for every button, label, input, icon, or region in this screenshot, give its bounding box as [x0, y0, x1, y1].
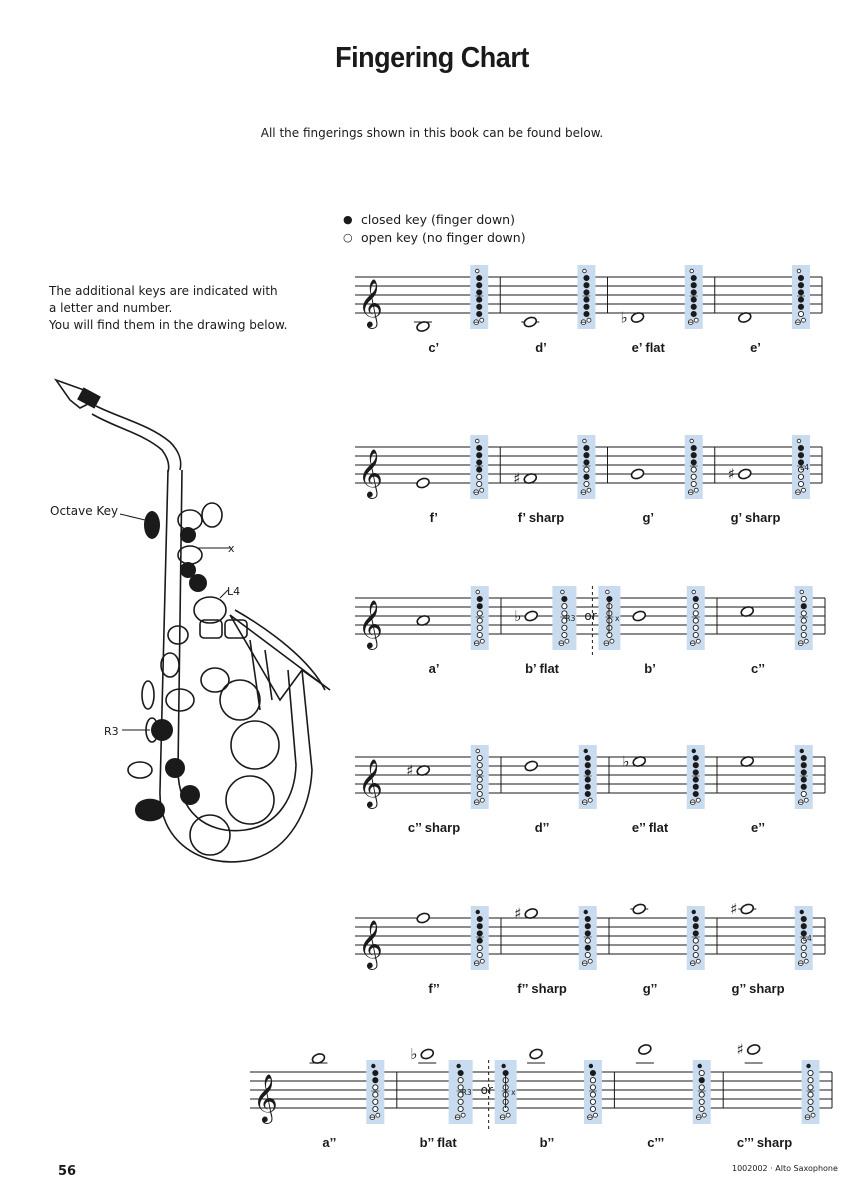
- note-name-label: c’’ sharp: [407, 820, 461, 835]
- closed-key-icon: [585, 784, 590, 789]
- open-key-icon: [808, 1070, 813, 1075]
- note-name-label: f’’: [428, 981, 440, 996]
- footer-text: 1002002 · Alto Saxophone: [732, 1164, 838, 1173]
- whole-note: [529, 1048, 544, 1060]
- closed-key-icon: [584, 453, 589, 458]
- closed-key-icon: [693, 916, 698, 921]
- octave-key-icon: [475, 269, 479, 273]
- whole-note: [630, 468, 645, 480]
- octave-key-label: Octave Key: [50, 504, 119, 518]
- staff-row: [250, 1041, 832, 1151]
- flat-sign: ♭: [620, 308, 628, 327]
- closed-key-icon: [477, 467, 482, 472]
- closed-key-icon: [691, 304, 696, 309]
- open-key-icon: [585, 952, 590, 957]
- open-key-icon: [590, 1106, 595, 1111]
- closed-key-icon: [693, 784, 698, 789]
- note-name-label: f’ sharp: [517, 510, 565, 525]
- octave-key-icon: [797, 439, 801, 443]
- open-key-icon: [693, 632, 698, 637]
- x-key-label: x: [228, 542, 235, 555]
- whole-note: [524, 760, 539, 772]
- closed-key-icon: [585, 770, 590, 775]
- open-key-icon: [590, 1078, 595, 1083]
- closed-key-icon: [801, 770, 806, 775]
- staff-row: [355, 265, 822, 355]
- whole-note: [746, 1043, 761, 1055]
- side-key-icon: [702, 1113, 706, 1117]
- whole-note: [416, 477, 431, 489]
- octave-key-icon: [692, 590, 696, 594]
- closed-key-icon: [477, 916, 482, 921]
- closed-key-icon: [691, 297, 696, 302]
- closed-key-icon: [477, 460, 482, 465]
- note-name-label: a’: [428, 661, 440, 676]
- open-key-icon: [562, 604, 567, 609]
- open-key-icon: [699, 1099, 704, 1104]
- open-key-icon: [477, 625, 482, 630]
- open-key-icon: [691, 474, 696, 479]
- closed-key-icon: [584, 311, 589, 316]
- whole-note: [740, 903, 755, 915]
- closed-key-icon: [798, 453, 803, 458]
- note-line-2: a letter and number.: [49, 301, 173, 315]
- open-key-icon: [699, 1092, 704, 1097]
- closed-key-icon: [693, 763, 698, 768]
- whole-note: [638, 1043, 653, 1055]
- closed-key-icon: [585, 931, 590, 936]
- treble-clef-icon: 𝄞: [358, 278, 383, 327]
- closed-key-icon: [801, 924, 806, 929]
- closed-key-icon: [562, 596, 567, 601]
- side-key-icon: [461, 1113, 465, 1117]
- closed-key-icon: [477, 304, 482, 309]
- closed-key-icon: [691, 290, 696, 295]
- open-key-icon: [477, 474, 482, 479]
- side-key-icon: [804, 798, 808, 802]
- open-key-icon: [458, 1099, 463, 1104]
- open-key-icon: [801, 791, 806, 796]
- closed-key-icon: [585, 777, 590, 782]
- open-key-icon: [699, 1106, 704, 1111]
- open-key-icon: [477, 755, 482, 760]
- closed-key-icon: [477, 938, 482, 943]
- side-key-icon: [480, 959, 484, 963]
- open-key-icon: [458, 1106, 463, 1111]
- open-key-icon: [562, 632, 567, 637]
- octave-key-icon: [476, 749, 480, 753]
- octave-key-icon: [502, 1064, 506, 1068]
- open-key-icon: [801, 611, 806, 616]
- open-key-icon: [477, 611, 482, 616]
- treble-clef-icon: 𝄞: [358, 448, 383, 497]
- r3-key-label: R3: [104, 725, 119, 738]
- open-key-icon: [808, 1106, 813, 1111]
- closed-key-icon: [693, 931, 698, 936]
- treble-clef-icon: 𝄞: [358, 599, 383, 648]
- closed-key-icon: [585, 791, 590, 796]
- closed-key-icon: [798, 445, 803, 450]
- open-key-icon: [693, 611, 698, 616]
- legend-closed-label: closed key (finger down): [361, 212, 515, 227]
- side-key-icon: [801, 488, 805, 492]
- open-key-icon: [691, 481, 696, 486]
- closed-key-icon: [584, 283, 589, 288]
- open-key-icon: [590, 1092, 595, 1097]
- open-key-icon: [801, 596, 806, 601]
- closed-key-icon: [585, 755, 590, 760]
- closed-key-symbol: ●: [343, 213, 353, 226]
- note-name-label: e’: [750, 340, 761, 355]
- closed-key-icon: [584, 297, 589, 302]
- sharp-sign: ♯: [406, 761, 414, 780]
- or-label: or: [584, 609, 597, 623]
- octave-key-icon: [690, 439, 694, 443]
- note-name-label: e’’ flat: [631, 820, 669, 835]
- closed-key-icon: [801, 784, 806, 789]
- octave-key-icon: [589, 1064, 593, 1068]
- side-key-icon: [694, 318, 698, 322]
- side-key-icon: [480, 488, 484, 492]
- note-name-label: b’: [644, 661, 656, 676]
- intro-text: All the fingerings shown in this book can be found below.: [260, 126, 604, 140]
- closed-key-icon: [373, 1070, 378, 1075]
- side-key-icon: [565, 639, 569, 643]
- closed-key-icon: [584, 290, 589, 295]
- side-key-icon: [696, 959, 700, 963]
- sharp-sign: ♯: [513, 469, 521, 488]
- closed-key-icon: [798, 290, 803, 295]
- note-name-label: b’’ flat: [419, 1135, 457, 1150]
- note-name-label: e’’: [751, 820, 766, 835]
- flat-sign: ♭: [410, 1045, 418, 1063]
- closed-key-icon: [584, 474, 589, 479]
- closed-key-icon: [477, 924, 482, 929]
- octave-key-icon: [800, 910, 804, 914]
- whole-note: [632, 610, 647, 622]
- closed-key-icon: [699, 1078, 704, 1083]
- key-label: x: [614, 614, 620, 623]
- open-key-icon: [477, 777, 482, 782]
- whole-note: [737, 468, 752, 480]
- closed-key-icon: [801, 916, 806, 921]
- side-key-icon: [588, 959, 592, 963]
- octave-key-icon: [692, 749, 696, 753]
- open-key-icon: [477, 618, 482, 623]
- side-key-icon: [480, 639, 484, 643]
- note-name-label: c’’’: [647, 1135, 665, 1150]
- open-key-icon: [373, 1106, 378, 1111]
- note-name-label: d’’: [534, 820, 550, 835]
- side-key-icon: [696, 639, 700, 643]
- open-key-icon: [808, 1085, 813, 1090]
- closed-key-icon: [477, 604, 482, 609]
- treble-clef-icon: 𝄞: [358, 758, 383, 807]
- open-key-icon: [801, 625, 806, 630]
- closed-key-icon: [693, 777, 698, 782]
- whole-note: [523, 316, 538, 328]
- closed-key-icon: [693, 755, 698, 760]
- side-key-icon: [804, 639, 808, 643]
- closed-key-icon: [691, 275, 696, 280]
- open-key-icon: [801, 952, 806, 957]
- open-key-icon: [693, 604, 698, 609]
- staff-row: [355, 435, 822, 525]
- key-label: R3: [461, 1088, 472, 1097]
- page-title: Fingering Chart: [335, 42, 529, 74]
- open-key-icon: [808, 1092, 813, 1097]
- open-key-icon: [373, 1085, 378, 1090]
- open-key-icon: [798, 481, 803, 486]
- open-key-icon: [590, 1085, 595, 1090]
- closed-key-icon: [693, 791, 698, 796]
- note-name-label: d’: [535, 340, 547, 355]
- whole-note: [632, 903, 647, 915]
- side-key-icon: [376, 1113, 380, 1117]
- open-key-icon: [477, 481, 482, 486]
- closed-key-icon: [798, 304, 803, 309]
- closed-key-icon: [798, 275, 803, 280]
- note-name-label: g’’: [642, 981, 658, 996]
- open-key-icon: [584, 481, 589, 486]
- closed-key-icon: [584, 275, 589, 280]
- octave-key-icon: [800, 749, 804, 753]
- whole-note: [420, 1048, 435, 1060]
- note-name-label: c’’: [751, 661, 766, 676]
- closed-key-icon: [477, 311, 482, 316]
- flat-sign: ♭: [622, 752, 630, 771]
- open-key-icon: [691, 467, 696, 472]
- octave-key-icon: [698, 1064, 702, 1068]
- note-line-1: The additional keys are indicated with: [49, 284, 278, 298]
- or-label: or: [480, 1083, 493, 1097]
- closed-key-icon: [691, 283, 696, 288]
- open-key-icon: [699, 1085, 704, 1090]
- page-number: 56: [58, 1164, 77, 1179]
- side-key-icon: [593, 1113, 597, 1117]
- whole-note: [416, 912, 431, 924]
- open-key-symbol: ○: [343, 231, 353, 244]
- closed-key-icon: [585, 924, 590, 929]
- note-name-label: b’ flat: [525, 661, 560, 676]
- closed-key-icon: [798, 283, 803, 288]
- octave-key-icon: [800, 590, 804, 594]
- note-name-label: g’ sharp: [730, 510, 781, 525]
- note-name-label: c’’’ sharp: [736, 1135, 793, 1150]
- open-key-icon: [693, 625, 698, 630]
- key-label: x: [511, 1088, 516, 1097]
- octave-key-icon: [692, 910, 696, 914]
- note-line-3: You will find them in the drawing below.: [49, 318, 288, 332]
- side-key-icon: [811, 1113, 815, 1117]
- key-label: L4: [800, 463, 809, 472]
- octave-key-icon: [457, 1064, 461, 1068]
- octave-key-icon: [475, 439, 479, 443]
- closed-key-icon: [477, 596, 482, 601]
- closed-key-icon: [477, 931, 482, 936]
- closed-key-icon: [801, 604, 806, 609]
- octave-key-icon: [690, 269, 694, 273]
- closed-key-icon: [801, 763, 806, 768]
- closed-key-icon: [691, 445, 696, 450]
- note-name-label: b’’: [539, 1135, 555, 1150]
- closed-key-icon: [584, 460, 589, 465]
- open-key-icon: [477, 945, 482, 950]
- closed-key-icon: [373, 1078, 378, 1083]
- staff-row: [355, 900, 825, 996]
- open-key-icon: [373, 1092, 378, 1097]
- closed-key-icon: [801, 777, 806, 782]
- open-key-icon: [798, 474, 803, 479]
- octave-key-icon: [476, 910, 480, 914]
- side-key-icon: [696, 798, 700, 802]
- octave-key-icon: [584, 749, 588, 753]
- open-key-icon: [458, 1078, 463, 1083]
- closed-key-icon: [458, 1070, 463, 1075]
- closed-key-icon: [585, 763, 590, 768]
- octave-key-icon: [807, 1064, 811, 1068]
- closed-key-icon: [798, 297, 803, 302]
- closed-key-icon: [691, 311, 696, 316]
- side-key-icon: [804, 959, 808, 963]
- octave-key-icon: [584, 910, 588, 914]
- open-key-icon: [477, 632, 482, 637]
- flat-sign: ♭: [514, 607, 522, 625]
- closed-key-icon: [691, 453, 696, 458]
- open-key-icon: [477, 770, 482, 775]
- staff-row: [355, 586, 825, 676]
- legend-open-label: open key (no finger down): [361, 230, 526, 245]
- side-key-icon: [587, 488, 591, 492]
- open-key-icon: [693, 618, 698, 623]
- octave-key-icon: [797, 269, 801, 273]
- closed-key-icon: [801, 755, 806, 760]
- open-key-icon: [808, 1078, 813, 1083]
- open-key-icon: [801, 618, 806, 623]
- note-name-label: a’’: [322, 1135, 337, 1150]
- whole-note: [524, 610, 539, 622]
- open-key-icon: [584, 467, 589, 472]
- closed-key-icon: [477, 445, 482, 450]
- closed-key-icon: [585, 916, 590, 921]
- side-key-icon: [506, 1113, 510, 1117]
- side-key-icon: [588, 798, 592, 802]
- note-name-label: c’: [428, 340, 440, 355]
- open-key-icon: [562, 625, 567, 630]
- octave-key-icon: [372, 1064, 376, 1068]
- octave-key-icon: [606, 590, 610, 594]
- treble-clef-icon: 𝄞: [253, 1073, 278, 1122]
- note-name-label: e’ flat: [631, 340, 665, 355]
- note-name-label: f’’ sharp: [517, 981, 567, 996]
- open-key-icon: [693, 945, 698, 950]
- open-key-icon: [798, 311, 803, 316]
- closed-key-icon: [584, 304, 589, 309]
- note-name-label: f’: [429, 510, 438, 525]
- side-key-icon: [587, 318, 591, 322]
- closed-key-icon: [693, 924, 698, 929]
- open-key-icon: [477, 763, 482, 768]
- open-key-icon: [477, 952, 482, 957]
- open-key-icon: [693, 952, 698, 957]
- side-key-icon: [480, 318, 484, 322]
- note-name-label: g’: [642, 510, 655, 525]
- octave-key-icon: [561, 590, 565, 594]
- open-key-icon: [477, 791, 482, 796]
- closed-key-icon: [477, 290, 482, 295]
- closed-key-icon: [691, 460, 696, 465]
- staff-row: [355, 745, 825, 835]
- sharp-sign: ♯: [736, 1040, 744, 1059]
- closed-key-icon: [584, 445, 589, 450]
- octave-key-icon: [583, 439, 587, 443]
- closed-key-icon: [477, 283, 482, 288]
- octave-key-icon: [476, 590, 480, 594]
- open-key-icon: [801, 632, 806, 637]
- open-key-icon: [590, 1099, 595, 1104]
- open-key-icon: [477, 784, 482, 789]
- side-key-icon: [801, 318, 805, 322]
- closed-key-icon: [477, 275, 482, 280]
- key-label: L4: [802, 934, 812, 943]
- open-key-icon: [373, 1099, 378, 1104]
- closed-key-icon: [590, 1070, 595, 1075]
- closed-key-icon: [585, 945, 590, 950]
- key-label: R3: [565, 614, 576, 623]
- side-key-icon: [610, 639, 614, 643]
- open-key-icon: [585, 938, 590, 943]
- octave-key-icon: [583, 269, 587, 273]
- l4-key-label: L4: [227, 585, 241, 598]
- note-name-label: g’’ sharp: [731, 981, 785, 996]
- treble-clef-icon: 𝄞: [358, 919, 383, 968]
- open-key-icon: [693, 938, 698, 943]
- open-key-icon: [808, 1099, 813, 1104]
- open-key-icon: [699, 1070, 704, 1075]
- closed-key-icon: [693, 596, 698, 601]
- side-key-icon: [480, 798, 484, 802]
- closed-key-icon: [477, 453, 482, 458]
- closed-key-icon: [693, 770, 698, 775]
- closed-key-icon: [477, 297, 482, 302]
- sharp-sign: ♯: [514, 904, 522, 923]
- open-key-icon: [801, 945, 806, 950]
- sharp-sign: ♯: [727, 465, 736, 483]
- side-key-icon: [694, 488, 698, 492]
- sharp-sign: ♯: [730, 900, 738, 918]
